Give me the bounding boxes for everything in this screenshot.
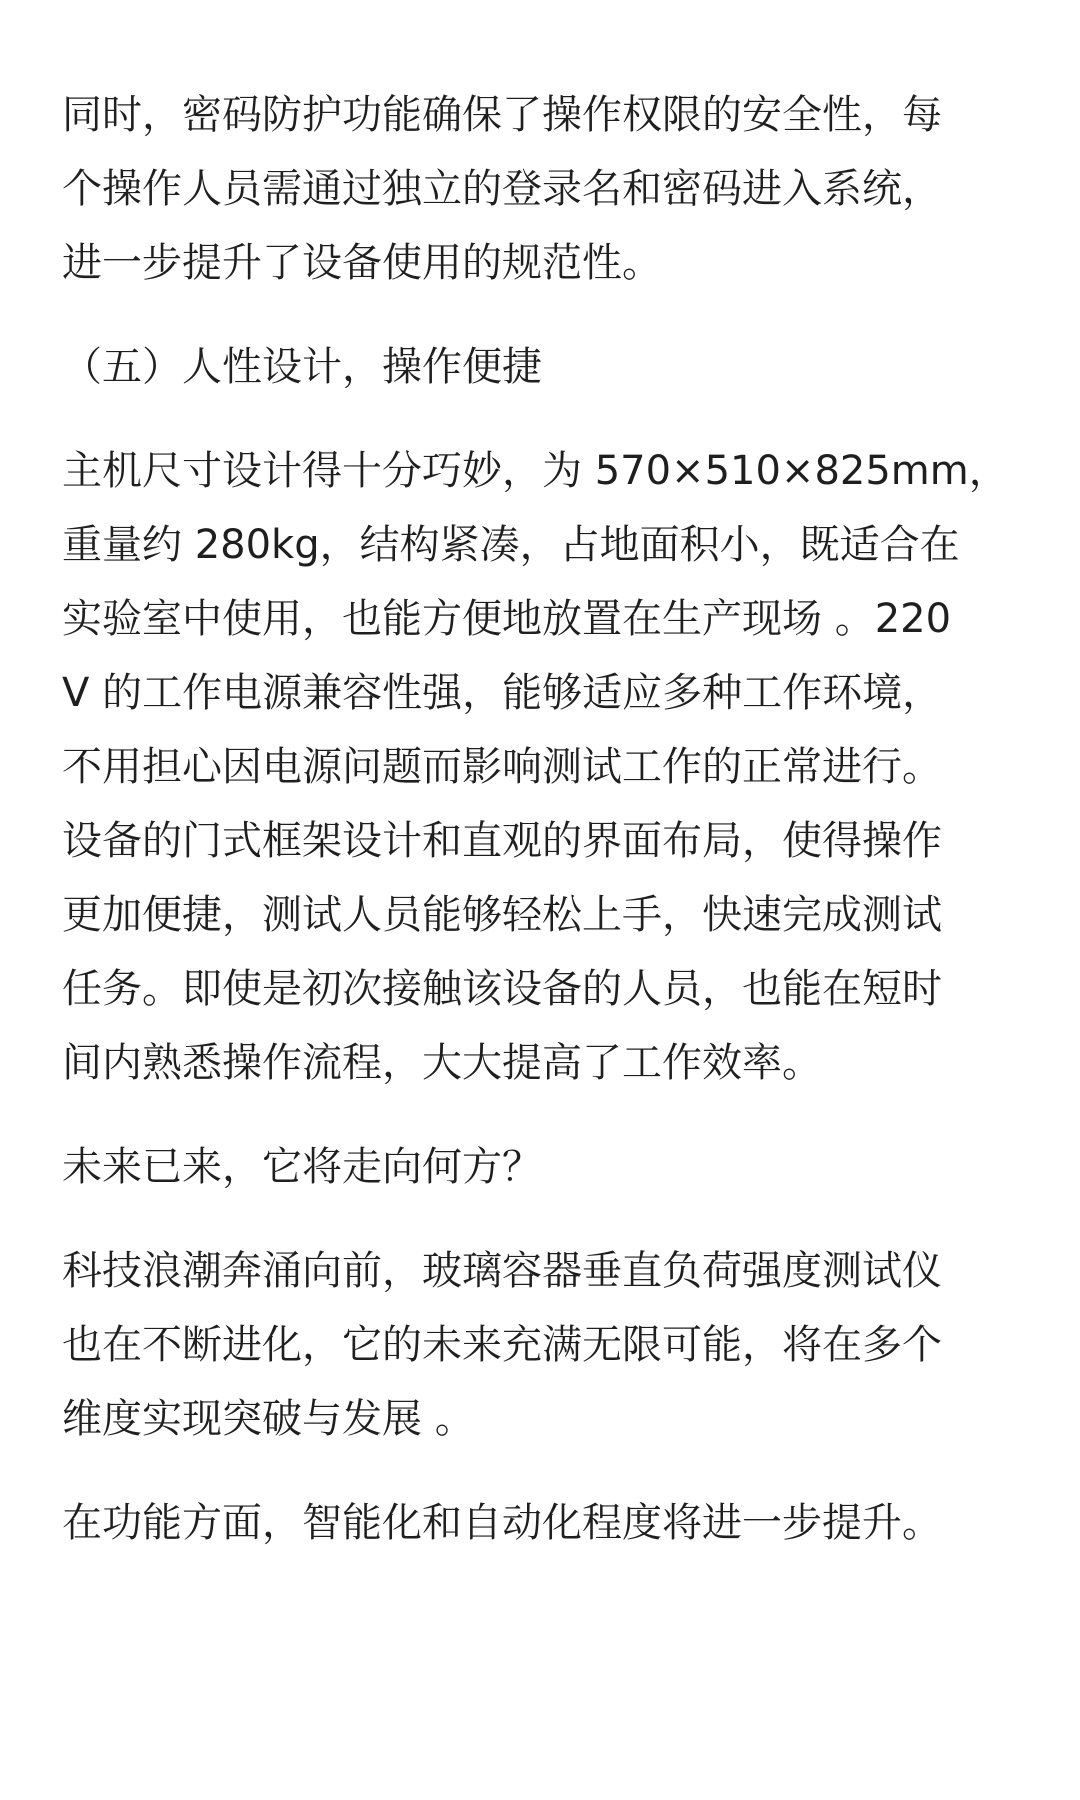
text-line: 科技浪潮奔涌向前，玻璃容器垂直负荷强度测试仪 bbox=[62, 1248, 942, 1294]
text-line: 维度实现突破与发展 。 bbox=[62, 1396, 475, 1442]
article-body bbox=[62, 78, 1022, 1590]
text-line: 个操作人员需通过独立的登录名和密码进入系统， bbox=[62, 166, 942, 212]
text-line: 实验室中使用，也能方便地放置在生产现场 。220 bbox=[62, 596, 952, 642]
text-line: 同时，密码防护功能确保了操作权限的安全性，每 bbox=[62, 92, 942, 138]
text-line: V 的工作电源兼容性强，能够适应多种工作环境， bbox=[62, 670, 943, 716]
section-heading: （五）人性设计，操作便捷 bbox=[62, 344, 542, 390]
paragraph-host-design bbox=[62, 434, 1022, 1100]
text-line: 任务。即使是初次接触该设备的人员，也能在短时 bbox=[62, 966, 942, 1012]
text-line: 也在不断进化，它的未来充满无限可能，将在多个 bbox=[62, 1322, 942, 1368]
paragraph-function-outlook: 在功能方面，智能化和自动化程度将进一步提升。 bbox=[62, 1500, 942, 1546]
paragraph-future-question: 未来已来，它将走向何方？ bbox=[62, 1144, 542, 1190]
text-line: 设备的门式框架设计和直观的界面布局，使得操作 bbox=[62, 818, 942, 864]
text-line: 重量约 280kg，结构紧凑，占地面积小，既适合在 bbox=[62, 522, 960, 568]
paragraph-password-protection bbox=[62, 78, 1022, 300]
text-line: 主机尺寸设计得十分巧妙，为 570×510×825mm， bbox=[62, 448, 1009, 494]
text-line: 间内熟悉操作流程，大大提高了工作效率。 bbox=[62, 1040, 822, 1086]
text-line: 更加便捷，测试人员能够轻松上手，快速完成测试 bbox=[62, 892, 942, 938]
text-line: 不用担心因电源问题而影响测试工作的正常进行。 bbox=[62, 744, 942, 790]
text-line: 进一步提升了设备使用的规范性。 bbox=[62, 240, 662, 286]
paragraph-technology-trend bbox=[62, 1234, 1022, 1456]
